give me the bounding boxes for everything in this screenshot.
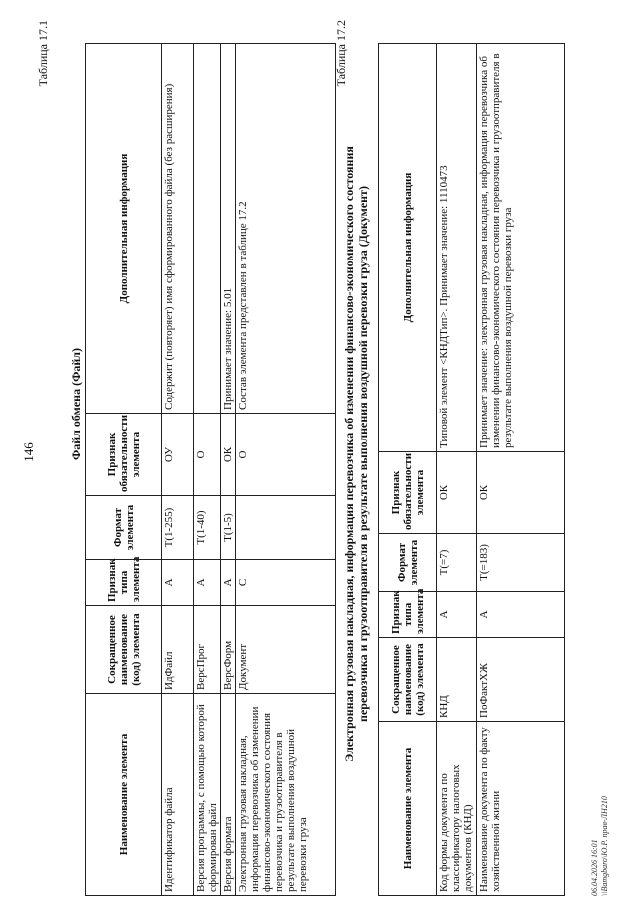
table-cell: О — [236, 414, 336, 496]
table2-header-cell: Формат элемента — [379, 534, 437, 592]
table-cell: T(=7) — [437, 534, 477, 592]
table-cell: ИдФайл — [162, 606, 194, 694]
table-cell: Состав элемента представлен в таблице 17.2 — [236, 44, 336, 414]
table-cell: Версия программы, с помощью которой сформирован файл — [194, 694, 221, 896]
table1-label: Таблица 17.1 — [36, 20, 50, 87]
table2-label: Таблица 17.2 — [334, 20, 348, 87]
table-cell: T(=183) — [477, 534, 565, 592]
table-cell: Наименование документа по факту хозяйственной жизни — [477, 722, 565, 896]
table2 — [378, 43, 565, 896]
table-row — [236, 44, 336, 896]
table-cell: А — [477, 592, 565, 638]
table-cell — [194, 44, 221, 414]
table-cell: T(1-5) — [221, 496, 236, 560]
table1-title: Файл обмена (Файл) — [69, 347, 83, 461]
table-cell: Типовой элемент <КНДТип>. Принимает значение: 1110473 — [437, 44, 477, 452]
table-cell: А — [437, 592, 477, 638]
table-cell: Идентификатор файла — [162, 694, 194, 896]
table-cell: ВерсФорм — [221, 606, 236, 694]
table1 — [85, 43, 336, 896]
table-cell: Электронная грузовая накладная, информация перевозчика об изменении финансово-экономического состояния перевозчика и грузоотправителя в результате выполнения воздушной перевозки груза — [236, 694, 336, 896]
table-cell: ОК — [477, 452, 565, 534]
table-cell: Принимает значение: 5.01 — [221, 44, 236, 414]
table2-header-cell: Признак типа элемента — [379, 592, 437, 638]
table-cell: Код формы документа по классификатору налоговых документов (КНД) — [437, 722, 477, 896]
table-row — [477, 44, 565, 896]
table1-header-cell: Сокращенное наименование (код) элемента — [86, 606, 162, 694]
table-cell: ОУ — [162, 414, 194, 496]
table-cell: ВерсПрог — [194, 606, 221, 694]
table-row — [221, 44, 236, 896]
table1-header-cell: Формат элемента — [86, 496, 162, 560]
footer-date: 06.04.2026 16:01 — [590, 839, 599, 896]
table1-header-cell: Дополнительная информация — [86, 44, 162, 414]
table-cell: Версия формата — [221, 694, 236, 896]
table-cell: Документ — [236, 606, 336, 694]
table-cell: T(1-255) — [162, 496, 194, 560]
table-cell: Содержит (повторяет) имя сформированного файла (без расширения) — [162, 44, 194, 414]
table-cell: А — [194, 560, 221, 606]
table2-header-cell: Наименование элемента — [379, 722, 437, 896]
table-cell: А — [162, 560, 194, 606]
table-cell: А — [221, 560, 236, 606]
table-row — [194, 44, 221, 896]
table-row — [437, 44, 477, 896]
table1-header-cell: Признак обязательности элемента — [86, 414, 162, 496]
footer-path: \\Bamgbaro\Ю.Р. прав-ЛН210 — [600, 796, 609, 896]
table-cell: О — [194, 414, 221, 496]
table-cell: Принимает значение: электронная грузовая накладная, информация перевозчика об изменении финансово-экономического состояния перевозчика и грузоотправителя в результате выполнения воздушной перевозки груза — [477, 44, 565, 452]
table-cell: ОК — [221, 414, 236, 496]
table1-header-row — [86, 44, 162, 896]
table-cell: КНД — [437, 638, 477, 722]
table2-header-cell: Признак обязательности элемента — [379, 452, 437, 534]
table2-title: Электронная грузовая накладная, информация перевозчика об изменении финансово-экономического состояния перевозчика и грузоотправителя в результате выполнения воздушной перевозки груза (Документ) — [342, 146, 370, 762]
table-cell: T(1-40) — [194, 496, 221, 560]
table-cell: ОК — [437, 452, 477, 534]
table2-header-row — [379, 44, 437, 896]
table1-header-cell: Наименование элемента — [86, 694, 162, 896]
table1-header-cell: Признак типа элемента — [86, 560, 162, 606]
table-cell: С — [236, 560, 336, 606]
table-cell — [236, 496, 336, 560]
table2-header-cell: Сокращенное наименование (код) элемента — [379, 638, 437, 722]
page-number: 146 — [21, 442, 36, 462]
table-cell: ПоФактХЖ — [477, 638, 565, 722]
table-row — [162, 44, 194, 896]
print-footer — [590, 596, 610, 896]
table2-header-cell: Дополнительная информация — [379, 44, 437, 452]
